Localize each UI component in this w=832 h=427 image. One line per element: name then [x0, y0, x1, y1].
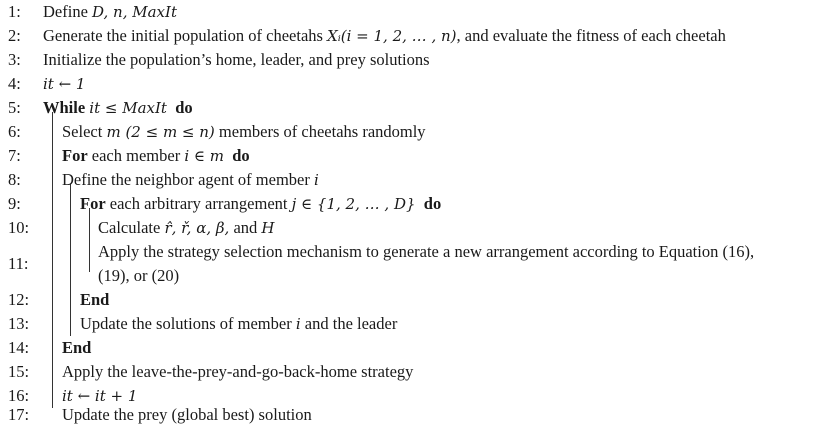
line-number: 5: [8, 98, 21, 117]
math-expr: i [314, 171, 319, 189]
keyword-do: do [175, 98, 193, 117]
math-expr: Xᵢ(i = 1, 2, … , n) [327, 27, 457, 45]
line-text: and the leader [300, 314, 398, 333]
keyword-while: While [43, 98, 86, 117]
line-number: 16: [8, 386, 30, 405]
math-expr: j ∈ {1, 2, … , D} [291, 195, 416, 213]
math-expr: H [261, 219, 275, 237]
math-expr: it ← it + 1 [62, 387, 138, 405]
keyword-end: End [80, 290, 110, 309]
line-text: each member [87, 146, 185, 165]
math-expr: r̂, ř, α, β, [164, 219, 230, 237]
line-text: , and evaluate the fitness of each cheetah [456, 26, 726, 45]
line-text: Define the neighbor agent of member [62, 170, 314, 189]
keyword-end: End [62, 338, 92, 357]
while-block-bar [52, 112, 53, 408]
line-number: 3: [8, 50, 21, 69]
line-text: Define [43, 2, 93, 21]
for-member-block-bar [70, 184, 71, 336]
line-number: 7: [8, 146, 21, 165]
line-number: 4: [8, 74, 21, 93]
line-text: Apply the strategy selection mechanism to generate a new arrangement according to Equation (16), [98, 242, 755, 261]
math-expr: D, n, MaxIt [92, 3, 177, 21]
line-number: 12: [8, 290, 30, 309]
line-number: 13: [8, 314, 30, 333]
keyword-do: do [232, 146, 250, 165]
line-text: members of cheetahs randomly [214, 122, 426, 141]
line-number: 9: [8, 194, 21, 213]
line-text: Initialize the population’s home, leader, and prey solutions [43, 50, 430, 69]
line-number: 2: [8, 26, 21, 45]
keyword-do: do [423, 194, 442, 213]
math-expr: m (2 ≤ m ≤ n) [106, 123, 215, 141]
line-number: 1: [8, 2, 21, 21]
line-number: 14: [8, 338, 30, 357]
math-expr: i [295, 315, 301, 333]
math-expr: i ∈ m [184, 147, 224, 165]
line-number: 15: [8, 362, 30, 381]
keyword-for: For [62, 146, 88, 165]
line-number: 6: [8, 122, 21, 141]
for-arrangement-block-bar [89, 208, 90, 272]
line-text: Update the solutions of member [80, 314, 296, 333]
line-text-continued: (19), or (20) [98, 266, 180, 285]
line-text: Generate the initial population of cheetahs [43, 26, 328, 45]
math-expr: it ≤ MaxIt [89, 99, 167, 117]
line-text: Calculate [98, 218, 165, 237]
line-number: 8: [8, 170, 21, 189]
line-text: Apply the leave-the-prey-and-go-back-home strategy [62, 362, 414, 381]
line-text: and [229, 218, 262, 237]
line-number: 11: [8, 254, 29, 273]
line-text: each arbitrary arrangement [105, 194, 292, 213]
line-text: Update the prey (global best) solution [62, 405, 312, 424]
line-number: 10: [8, 218, 30, 237]
math-expr: it ← 1 [43, 75, 86, 93]
line-text: Select [62, 122, 107, 141]
keyword-for: For [80, 194, 106, 213]
line-number: 17: [8, 405, 30, 424]
